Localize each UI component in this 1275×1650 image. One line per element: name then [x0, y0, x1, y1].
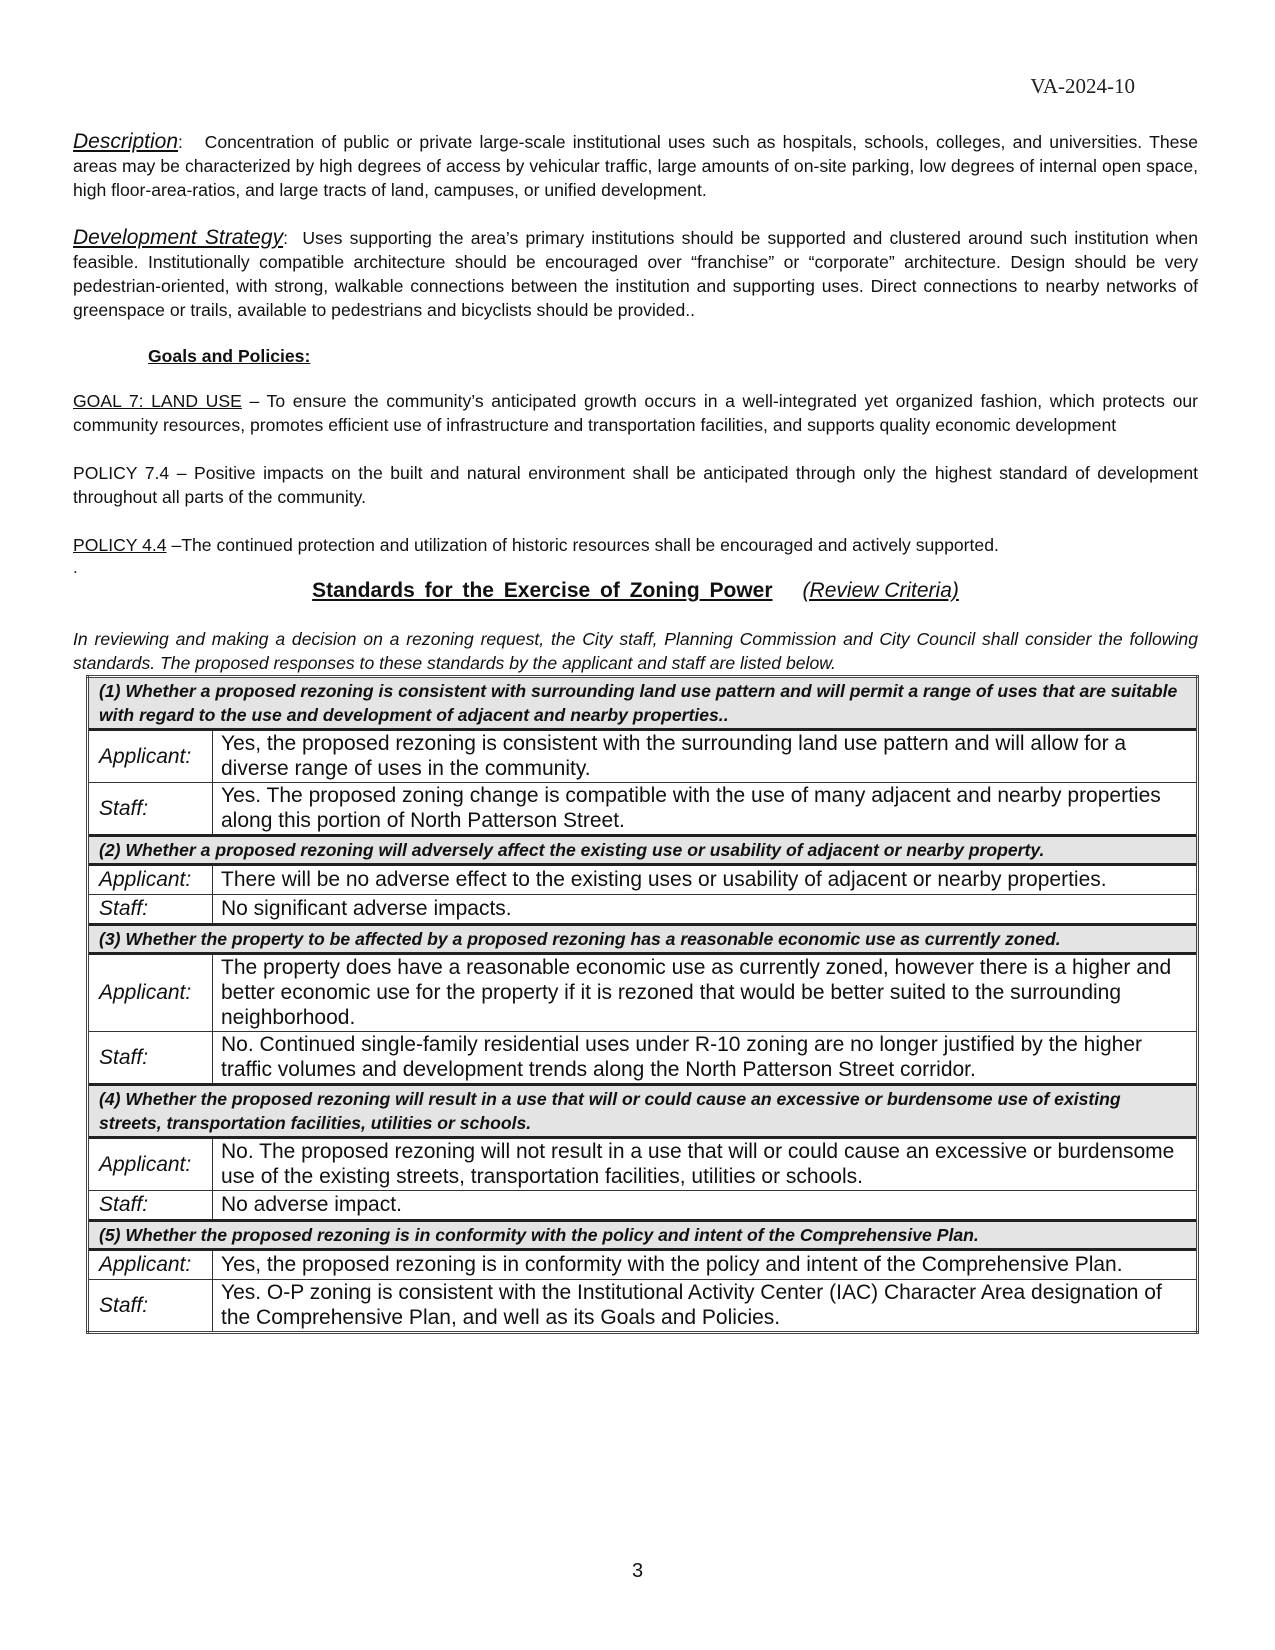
criterion-question: (1) Whether a proposed rezoning is consistent with surrounding land use pattern and will permit a range of uses that are suitable with regard to the use and development of adjacent and nearby properties..: [88, 677, 1198, 730]
applicant-response: There will be no adverse effect to the existing uses or usability of adjacent or nearby properties.: [213, 865, 1198, 895]
page-content: [73, 130, 1198, 1334]
staff-response: No adverse impact.: [213, 1191, 1198, 1221]
applicant-response: Yes, the proposed rezoning is in conformity with the policy and intent of the Comprehensive Plan.: [213, 1250, 1198, 1280]
applicant-response: The property does have a reasonable economic use as currently zoned, however there is a higher and better economic use for the property if it is rezoned that would be better suited to the surrounding neighborhood.: [213, 954, 1198, 1032]
criterion-question-row: [88, 1221, 1198, 1250]
description-paragraph: [73, 130, 1198, 202]
policy44-label: POLICY 4.4: [73, 535, 167, 555]
goal7-paragraph: [73, 389, 1198, 437]
criterion-question: (5) Whether the proposed rezoning is in conformity with the policy and intent of the Comprehensive Plan.: [88, 1221, 1198, 1250]
staff-response: No significant adverse impacts.: [213, 895, 1198, 925]
standards-title: [73, 579, 1198, 603]
applicant-label: Applicant:: [88, 865, 213, 895]
development-strategy-label: Development Strategy: [73, 226, 284, 249]
applicant-label: Applicant:: [88, 730, 213, 783]
document-id: VA-2024-10: [1030, 74, 1135, 98]
description-label: Description: [73, 130, 179, 153]
policy44-text: –The continued protection and utilization of historic resources shall be encouraged and actively supported.: [166, 535, 999, 555]
staff-label: Staff:: [88, 783, 213, 836]
staff-label: Staff:: [88, 1280, 213, 1333]
applicant-label: Applicant:: [88, 1138, 213, 1191]
criterion-applicant-row: [88, 1250, 1198, 1280]
criterion-staff-row: [88, 783, 1198, 836]
applicant-response: Yes, the proposed rezoning is consistent with the surrounding land use pattern and will allow for a diverse range of uses in the community.: [213, 730, 1198, 783]
goal7-text: – To ensure the community’s anticipated growth occurs in a well-integrated yet organized fashion, which protects our community resources, promotes efficient use of infrastructure and transportation facilities, and supports quality economic development: [73, 391, 1198, 435]
criterion-question-row: [88, 1085, 1198, 1138]
criterion-applicant-row: [88, 730, 1198, 783]
applicant-response: No. The proposed rezoning will not result in a use that will or could cause an excessive or burdensome use of the existing streets, transportation facilities, utilities or schools.: [213, 1138, 1198, 1191]
criterion-question-row: [88, 836, 1198, 865]
criterion-question: (3) Whether the property to be affected by a proposed rezoning has a reasonable economic use as currently zoned.: [88, 925, 1198, 954]
staff-response: Yes. The proposed zoning change is compatible with the use of many adjacent and nearby properties along this portion of North Patterson Street.: [213, 783, 1198, 836]
criterion-applicant-row: [88, 1138, 1198, 1191]
staff-label: Staff:: [88, 895, 213, 925]
applicant-label: Applicant:: [88, 954, 213, 1032]
goals-heading: Goals and Policies:: [148, 346, 311, 366]
policy74-paragraph: POLICY 7.4 – Positive impacts on the built and natural environment shall be anticipated through only the highest standard of development throughout all parts of the community.: [73, 463, 1198, 507]
criterion-question: (4) Whether the proposed rezoning will result in a use that will or could cause an excessive or burdensome use of existing streets, transportation facilities, utilities or schools.: [88, 1085, 1198, 1138]
standards-title-main: Standards for the Exercise of Zoning Power: [312, 579, 773, 602]
applicant-label: Applicant:: [88, 1250, 213, 1280]
criterion-staff-row: [88, 1191, 1198, 1221]
description-colon: :: [178, 132, 183, 152]
criterion-question-row: [88, 925, 1198, 954]
criterion-applicant-row: [88, 954, 1198, 1032]
staff-response: Yes. O-P zoning is consistent with the Institutional Activity Center (IAC) Character Area designation of the Comprehensive Plan, and well as its Goals and Policies.: [213, 1280, 1198, 1333]
standards-title-sub: (Review Criteria): [802, 579, 959, 602]
description-text: Concentration of public or private large-scale institutional uses such as hospitals, schools, colleges, and universities. These areas may be characterized by high degrees of access by vehicular traffic, large amounts of on-site parking, low degrees of internal open space, high floor-area-ratios, and large tracts of land, campuses, or unified development.: [73, 132, 1198, 200]
standards-intro: In reviewing and making a decision on a rezoning request, the City staff, Planning Commission and City Council shall consider the following standards. The proposed responses to these standards by the applicant and staff are listed below.: [73, 629, 1198, 673]
page-number: 3: [631, 1560, 644, 1582]
criterion-question-row: [88, 677, 1198, 730]
criterion-staff-row: [88, 895, 1198, 925]
staff-label: Staff:: [88, 1032, 213, 1085]
goal7-label: GOAL 7: LAND USE: [73, 391, 242, 411]
staff-label: Staff:: [88, 1191, 213, 1221]
criterion-staff-row: [88, 1032, 1198, 1085]
criteria-table: [86, 675, 1199, 1334]
development-strategy-text: Uses supporting the area’s primary institutions should be supported and clustered around such institution when feasible. Institutionally compatible architecture should be encouraged over “franchise” or “corporate” architecture. Design should be very pedestrian-oriented, with strong, walkable connections between the institution and supporting uses. Direct connections to nearby networks of greenspace or trails, available to pedestrians and bicyclists should be provided..: [73, 228, 1198, 320]
criterion-staff-row: [88, 1280, 1198, 1333]
development-strategy-colon: :: [283, 228, 288, 248]
development-strategy-paragraph: [73, 226, 1198, 322]
policy44-paragraph: [73, 533, 1198, 557]
criterion-question: (2) Whether a proposed rezoning will adversely affect the existing use or usability of adjacent or nearby property.: [88, 836, 1198, 865]
stray-dot: .: [73, 558, 78, 577]
staff-response: No. Continued single-family residential uses under R-10 zoning are no longer justified by the higher traffic volumes and development trends along the North Patterson Street corridor.: [213, 1032, 1198, 1085]
criterion-applicant-row: [88, 865, 1198, 895]
